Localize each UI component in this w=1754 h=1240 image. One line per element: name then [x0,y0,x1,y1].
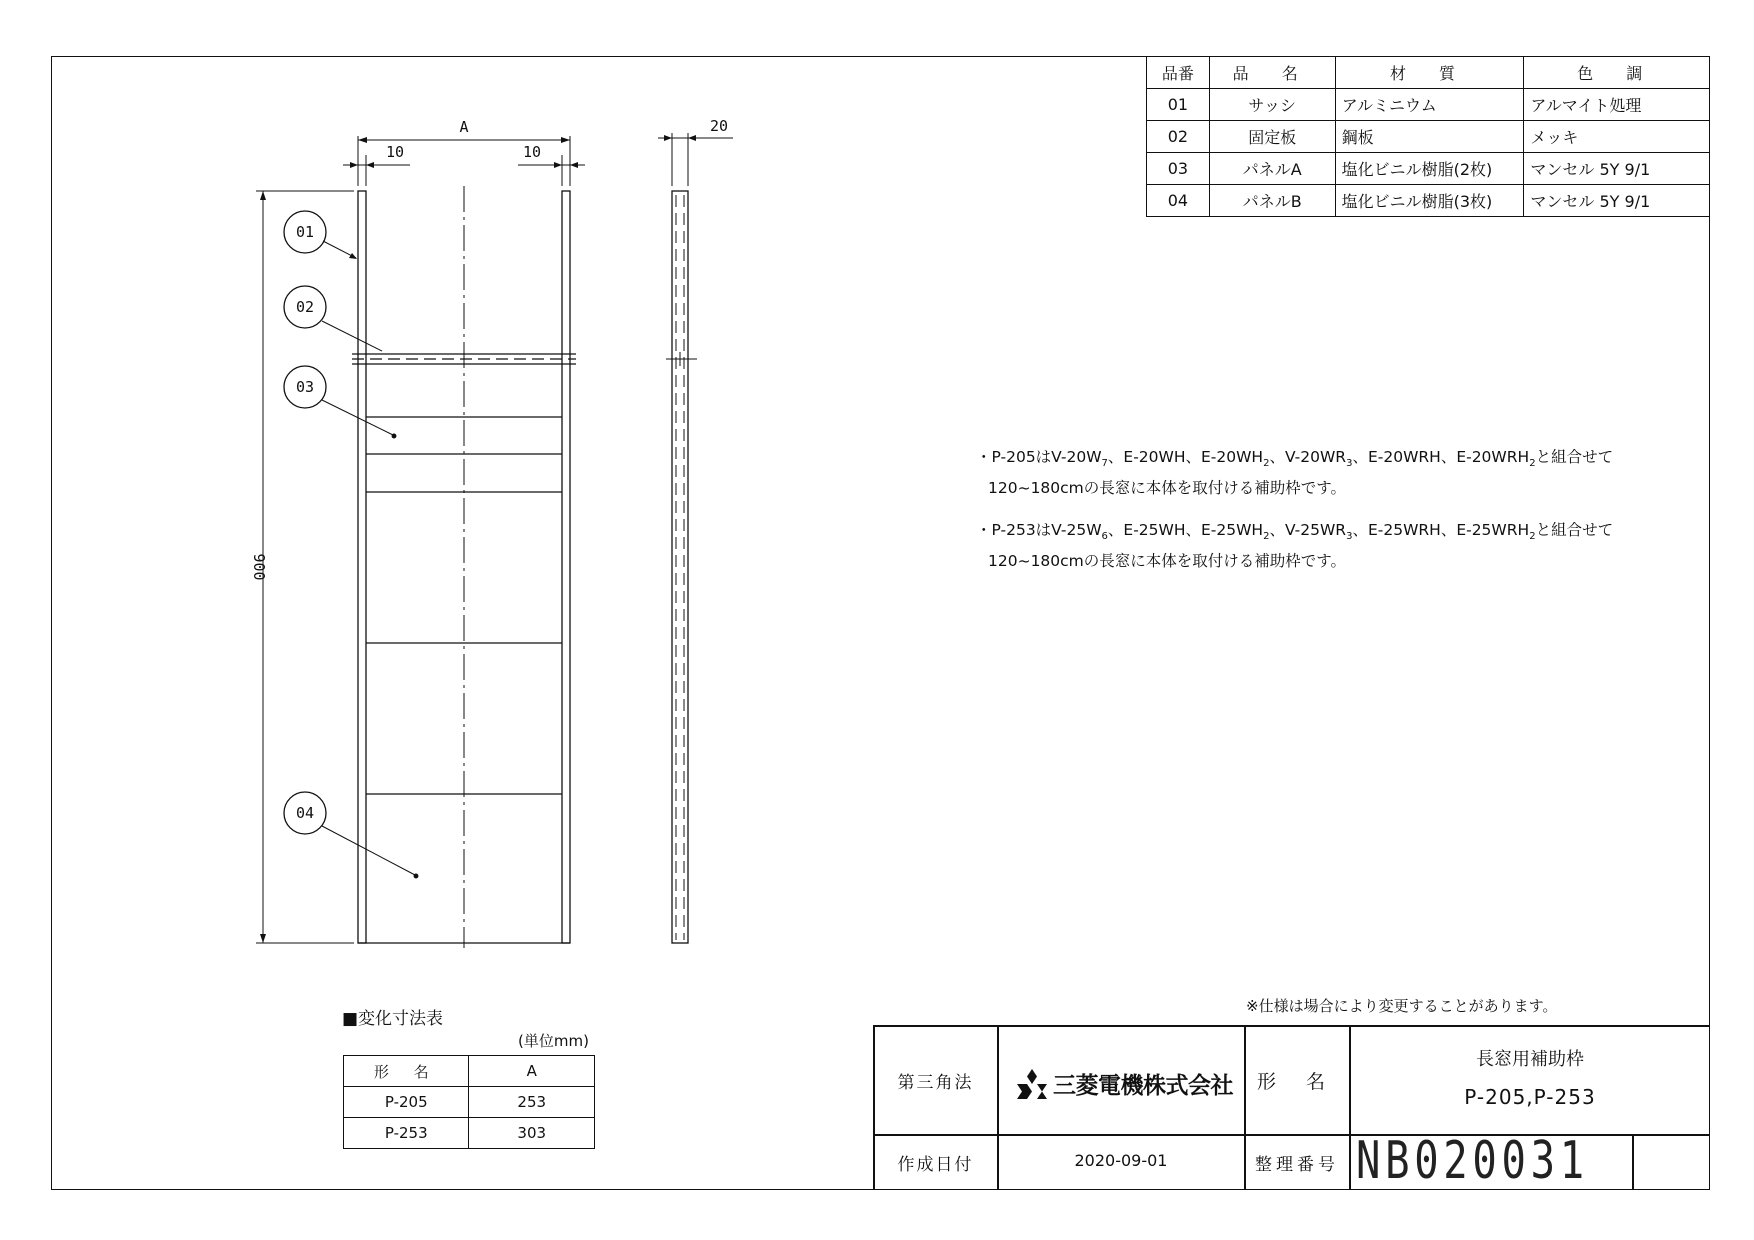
table-row [1147,121,1710,153]
header-color: 色 調 [1524,57,1710,89]
part-color: メッキ [1524,121,1710,153]
part-name: パネルA [1209,153,1335,185]
model-cell: P-253 [344,1118,469,1149]
dimension-table-unit: (単位mm) [518,1032,589,1050]
callout-03-label: 03 [295,378,315,396]
part-material: 塩化ビニル樹脂(3枚) [1335,185,1524,217]
dim-10-left-label: 10 [385,143,405,161]
part-name: 固定板 [1209,121,1335,153]
note-p205-line2: 120~180cmの長窓に本体を取付ける補助枠です。 [988,479,1347,498]
header-a: A [469,1056,595,1087]
spec-change-note: ※仕様は場合により変更することがあります。 [1246,997,1558,1015]
sash-right [562,191,570,943]
sash-left [358,191,366,943]
header-part-name: 品 名 [1209,57,1335,89]
dim-900-label: 900 [250,553,268,581]
part-no: 01 [1147,89,1210,121]
dimension-table-title: ■変化寸法表 [342,1009,444,1029]
callout-02-label: 02 [295,298,315,316]
side-view [672,191,688,943]
part-color: マンセル 5Y 9/1 [1524,185,1710,217]
header-part-no: 品番 [1147,57,1210,89]
company-name: 三菱電機株式会社 [1053,1073,1233,1099]
note-p253 [976,518,1613,574]
dim-20-label: 20 [709,117,729,135]
drawing-number: NB020031 [1356,1131,1589,1191]
table-row [344,1087,595,1118]
table-row [344,1118,595,1149]
part-material: アルミニウム [1335,89,1524,121]
part-no: 02 [1147,121,1210,153]
a-cell: 253 [469,1087,595,1118]
a-cell: 303 [469,1118,595,1149]
model-label: 形 名 [1256,1071,1338,1093]
three-diamonds-icon [1015,1069,1049,1099]
parts-table [1146,56,1710,217]
note-p205-line1: ・P-205は$V-20W_7$、E-20WH、$E-20WH_2$、$V-20WR_3$、E-20WRH、$E-20WRH_2$と組合せて [976,448,1614,470]
number-label: 整理番号 [1255,1155,1339,1175]
model-cell: P-205 [344,1087,469,1118]
part-no: 03 [1147,153,1210,185]
table-row [1147,89,1710,121]
part-material: 鋼板 [1335,121,1524,153]
projection-method: 第三角法 [897,1073,974,1093]
table-row [1147,185,1710,217]
note-p205 [976,445,1613,501]
part-no: 04 [1147,185,1210,217]
note-p253-line2: 120~180cmの長窓に本体を取付ける補助枠です。 [988,552,1347,571]
dimension-table [343,1055,595,1149]
table-row [1147,153,1710,185]
dim-a-label: A [459,118,469,136]
date-label: 作成日付 [897,1155,974,1175]
part-color: マンセル 5Y 9/1 [1524,153,1710,185]
part-material: 塩化ビニル樹脂(2枚) [1335,153,1524,185]
dim-10-right-label: 10 [522,143,542,161]
part-name: パネルB [1209,185,1335,217]
model-value: P-205,P-253 [1464,1085,1596,1109]
dimension-table-header [344,1056,595,1087]
company-logo [1015,1067,1233,1100]
parts-table-header [1147,57,1710,89]
callout-04-label: 04 [295,804,315,822]
date-value: 2020-09-01 [1074,1151,1168,1170]
product-name: 長窓用補助枠 [1476,1049,1584,1070]
note-p253-line1: ・P-253は$V-25W_6$、E-25WH、$E-25WH_2$、$V-25WR_3$、E-25WRH、$E-25WRH_2$と組合せて [976,521,1614,543]
header-model: 形 名 [344,1056,469,1087]
callout-01-label: 01 [295,223,315,241]
header-material: 材 質 [1335,57,1524,89]
part-name: サッシ [1209,89,1335,121]
part-color: アルマイト処理 [1524,89,1710,121]
